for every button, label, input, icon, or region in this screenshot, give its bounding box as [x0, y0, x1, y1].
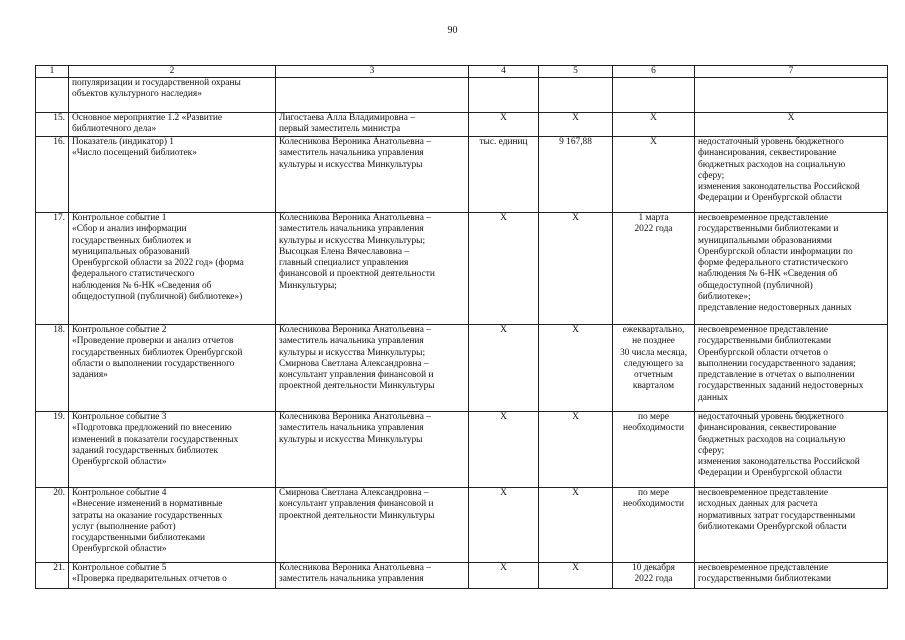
table-row [36, 488, 888, 563]
column-number: 4 [469, 66, 539, 78]
value-cell: Х [539, 563, 613, 589]
deadline-cell: 10 декабря 2022 года [613, 563, 695, 589]
risk-cell: Х [695, 113, 888, 137]
row-number: 18. [36, 325, 69, 412]
table-row [36, 563, 888, 589]
page-number: 90 [447, 25, 458, 36]
row-number: 17. [36, 213, 69, 325]
risk-cell: недостаточный уровень бюджетного финансирования, секвестирование бюджетных расходов на социальную сферу; изменения законодательства Российской Федерации и Оренбургской области [695, 412, 888, 488]
row-number: 21. [36, 563, 69, 589]
event-name: Контрольное событие 1 «Сбор и анализ информации государственных библиотек и муниципальных образований Оренбургской области за 2022 год» (форма федерального статистического наблюдения № 6-НК «Сведения об общедоступной (публичной) библиотеке») [69, 213, 276, 325]
row-number [36, 78, 69, 113]
unit-cell: Х [469, 488, 539, 563]
unit-cell [469, 78, 539, 113]
deadline-cell: по мере необходимости [613, 412, 695, 488]
risk-cell: несвоевременное представление государственными библиотеками и муниципальными образованиями Оренбургской области информации по форме федерального статистического наблюдения № 6-НК «Сведения об общедоступной (публичной) библиотеке»; представление недостоверных данных [695, 213, 888, 325]
event-name: популяризации и государственной охраны объектов культурного наследия» [69, 78, 276, 113]
table-row [36, 412, 888, 488]
value-cell: Х [539, 213, 613, 325]
risk-cell: недостаточный уровень бюджетного финансирования, секвестирование бюджетных расходов на социальную сферу; изменения законодательства Российской Федерации и Оренбургской области [695, 137, 888, 213]
unit-cell: Х [469, 563, 539, 589]
unit-cell: Х [469, 113, 539, 137]
event-name: Контрольное событие 5 «Проверка предварительных отчетов о [69, 563, 276, 589]
risk-cell: несвоевременное представление государственными библиотеками Оренбургской области отчетов о выполнении государственного задания; представление в отчетах о выполнении государственных заданий недостоверных данных [695, 325, 888, 412]
table-row [36, 137, 888, 213]
deadline-cell: 1 марта 2022 года [613, 213, 695, 325]
event-name: Контрольное событие 3 «Подготовка предложений по внесению изменений в показатели государственных заданий государственных библиотек Оренбургской области» [69, 412, 276, 488]
event-name: Контрольное событие 4 «Внесение изменений в нормативные затраты на оказание государственных услуг (выполнение работ) государственными библиотеками Оренбургской области» [69, 488, 276, 563]
event-name: Контрольное событие 2 «Проведение проверки и анализ отчетов государственных библиотек Оренбургской области о выполнении государственного задания» [69, 325, 276, 412]
row-number: 16. [36, 137, 69, 213]
deadline-cell: по мере необходимости [613, 488, 695, 563]
column-number: 2 [69, 66, 276, 78]
unit-cell: Х [469, 325, 539, 412]
deadline-cell: Х [613, 113, 695, 137]
table-row [36, 325, 888, 412]
responsible-person: Смирнова Светлана Александровна – консультант управления финансовой и проектной деятельности Минкультуры [276, 488, 469, 563]
responsible-person: Колесникова Вероника Анатольевна – заместитель начальника управления культуры и искусства Минкультуры [276, 137, 469, 213]
column-number: 7 [695, 66, 888, 78]
table-row [36, 213, 888, 325]
unit-cell: тыс. единиц [469, 137, 539, 213]
responsible-person [276, 78, 469, 113]
column-number: 6 [613, 66, 695, 78]
plan-table [35, 65, 888, 589]
responsible-person: Колесникова Вероника Анатольевна – заместитель начальника управления культуры и искусства Минкультуры; Высоцкая Елена Вячеславовна – главный специалист управления финансовой и проектной деятельности Минкультуры; [276, 213, 469, 325]
responsible-person: Колесникова Вероника Анатольевна – заместитель начальника управления культуры и искусства Минкультуры; Смирнова Светлана Александровна – консультант управления финансовой и проектной деятельности Минкультуры [276, 325, 469, 412]
risk-cell: несвоевременное представление исходных данных для расчета нормативных затрат государственными библиотеками Оренбургской области [695, 488, 888, 563]
unit-cell: Х [469, 412, 539, 488]
deadline-cell: ежеквартально, не позднее 30 числа месяца, следующего за отчетным кварталом [613, 325, 695, 412]
value-cell [539, 78, 613, 113]
column-number-row [36, 66, 888, 78]
responsible-person: Лигостаева Алла Владимировна – первый заместитель министра [276, 113, 469, 137]
event-name: Основное мероприятие 1.2 «Развитие библиотечного дела» [69, 113, 276, 137]
deadline-cell [613, 78, 695, 113]
table-row [36, 113, 888, 137]
row-number: 19. [36, 412, 69, 488]
row-number: 20. [36, 488, 69, 563]
row-number: 15. [36, 113, 69, 137]
event-name: Показатель (индикатор) 1 «Число посещений библиотек» [69, 137, 276, 213]
value-cell: 9 167,88 [539, 137, 613, 213]
value-cell: Х [539, 113, 613, 137]
responsible-person: Колесникова Вероника Анатольевна – заместитель начальника управления [276, 563, 469, 589]
table-row [36, 78, 888, 113]
risk-cell [695, 78, 888, 113]
responsible-person: Колесникова Вероника Анатольевна – заместитель начальника управления культуры и искусства Минкультуры [276, 412, 469, 488]
unit-cell: Х [469, 213, 539, 325]
value-cell: Х [539, 412, 613, 488]
risk-cell: несвоевременное представление государственными библиотеками [695, 563, 888, 589]
column-number: 1 [36, 66, 69, 78]
column-number: 5 [539, 66, 613, 78]
value-cell: Х [539, 325, 613, 412]
column-number: 3 [276, 66, 469, 78]
deadline-cell: Х [613, 137, 695, 213]
value-cell: Х [539, 488, 613, 563]
